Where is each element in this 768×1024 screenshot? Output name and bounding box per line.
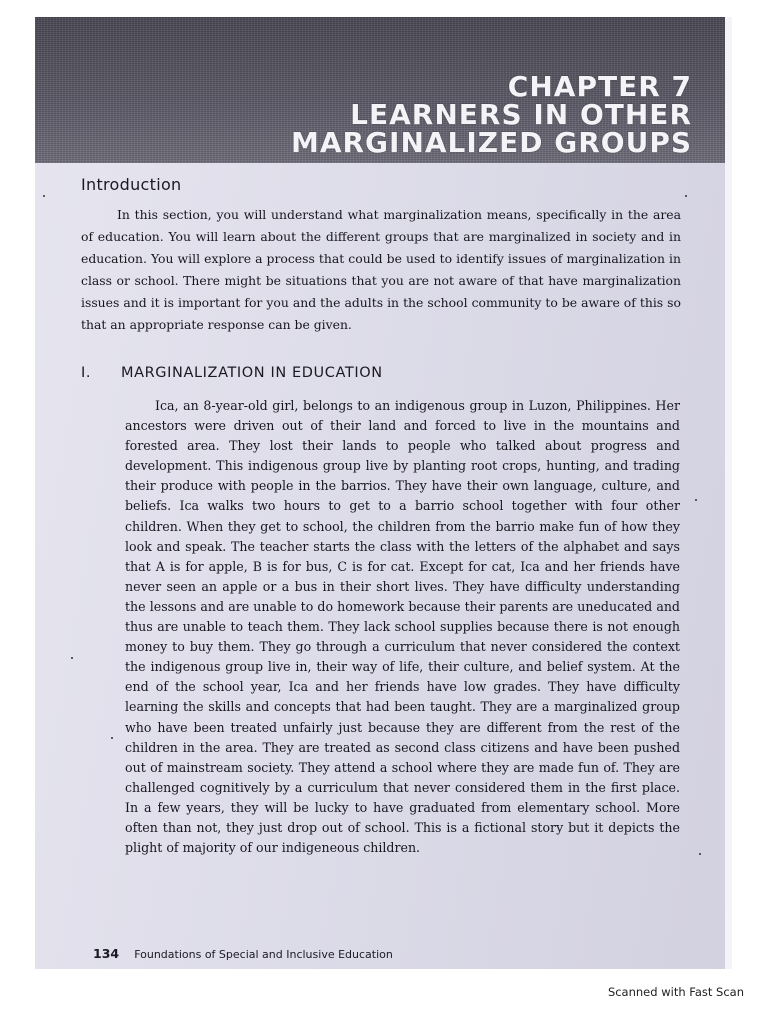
story-paragraph: Ica, an 8-year-old girl, belongs to an indigenous group in Luzon, Philippines. Her ancestors were driven out of their land and forced to live in the mountains and forested area. They lost their lands to people who talked about progress and development. This indigenous group live by planting root crops, hunting, and trading their produce with people in the barrios. They have their own language, culture, and beliefs. Ica walks two hours to get to a barrio school together with four other children. When they get to school, the children from the barrio make fun of how they look and speak. The teacher starts the class with the letters of the alphabet and says that A is for apple, B is for bus, C is for cat. Except for cat, Ica and her friends have never seen an apple or a bus in their short lives. They have difficulty understanding the lessons and are unable to do homework because their parents are uneducated and thus are unable to teach them. They lack school supplies because there is not enough money to buy them. They go through a curriculum that never considered the context the indigenous group live in, their way of life, their culture, and belief system. At the end of the school year, Ica and her friends have low grades. They have difficulty learning the skills and concepts that had been taught. They are a marginalized group who have been treated unfairly just because they are different from the rest of the children in the area. They are treated as second class citizens and have been pushed out of mainstream society. They attend a school where they are made fun of. They are challenged cognitively by a curriculum that never considered them in the first place. In a few years, they will be lucky to have graduated from elementary school. More often than not, they just drop out of school. This is a fictional story but it depicts the plight of majority of our indigeneous children. [125, 398, 680, 856]
chapter-banner [35, 17, 732, 163]
page-number: 134 [93, 946, 120, 961]
scan-speck [685, 195, 687, 197]
chapter-title-line-2: MARGINALIZED GROUPS [290, 126, 692, 159]
chapter-title-line-1: LEARNERS IN OTHER [350, 98, 692, 131]
section-title: MARGINALIZATION IN EDUCATION [121, 365, 383, 381]
scan-speck [699, 853, 701, 855]
page-edge [725, 17, 732, 969]
scan-speck [71, 657, 73, 659]
chapter-title [172, 70, 692, 159]
introduction-heading: Introduction [81, 175, 182, 194]
section-heading [81, 365, 383, 381]
page-footer [93, 943, 393, 962]
section-number: I. [81, 365, 92, 381]
scan-speck [111, 737, 113, 739]
scanned-page [35, 17, 732, 969]
book-title: Foundations of Special and Inclusive Education [134, 948, 393, 961]
scan-speck [695, 499, 697, 501]
introduction-paragraph: In this section, you will understand what marginalization means, specifically in the area of education. You will learn about the different groups that are marginalized in society and in education. You will explore a process that could be used to identify issues of marginalization in class or school. There might be situations that you are not aware of that have marginalization issues and it is important for you and the adults in the school community to be aware of this so that an appropriate response can be given. [81, 207, 681, 332]
scanner-watermark: Scanned with Fast Scan [607, 985, 744, 999]
scan-speck [43, 195, 45, 197]
chapter-number: CHAPTER 7 [507, 70, 692, 103]
